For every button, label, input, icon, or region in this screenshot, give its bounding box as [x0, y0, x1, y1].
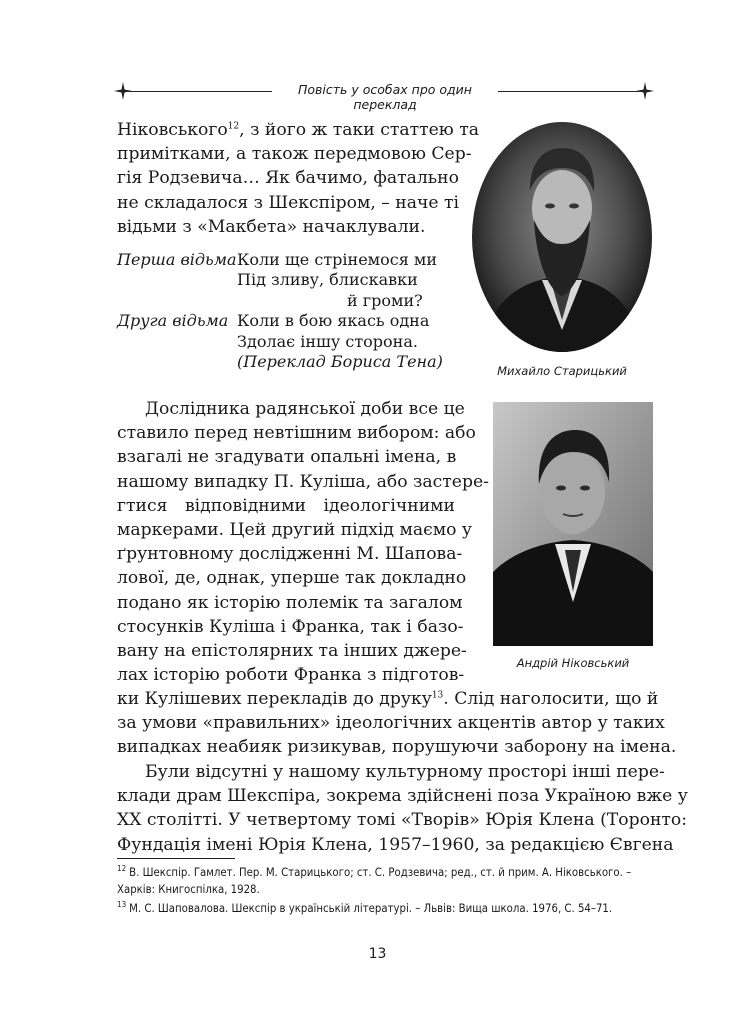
speaker-first-witch: Перша відьма	[117, 250, 237, 269]
header-rule-right	[498, 91, 644, 92]
running-title: Повість у особах про один переклад	[298, 82, 472, 112]
verse-line: Коли в бою якась одна	[237, 311, 430, 331]
text-line: стосунків Куліша і Франка, так і базо-	[117, 616, 464, 637]
text-line: Ніковського$^{12}$, з його ж таки статтею та	[117, 120, 479, 140]
last-paragraph	[117, 760, 688, 857]
text-line: лах історію роботи Франка з підготов-	[117, 665, 465, 686]
verse-line: Коли ще стрінемося ми	[237, 250, 437, 269]
text-line: Дослідника радянської доби все це	[145, 399, 465, 419]
portrait-nikovskyi	[493, 402, 653, 646]
text-line: маркерами. Цей другий підхід маємо у	[117, 519, 472, 540]
caption-photo2: Андрій Ніковський	[516, 656, 630, 670]
text-line: Фундація імені Юрія Клена, 1957–1960, за редакцією Євгена	[117, 834, 674, 855]
verse-line: й громи?	[347, 290, 423, 310]
text-line: за умови «правильних» ідеологічних акцентів автор у таких	[117, 713, 665, 734]
text-line: гія Родзевича… Як бачимо, фатально	[117, 168, 459, 189]
text-line: взагалі не згадувати опальні імена, в	[117, 447, 457, 468]
running-header	[112, 80, 654, 112]
text-line: не складалося з Шекспіром, – наче ті	[117, 192, 460, 213]
text-line: вану на епістолярних та інших джере-	[117, 640, 467, 661]
footnote-ref-13[interactable]: 13	[431, 690, 444, 701]
text-line: клади драм Шекспіра, зокрема здійснені поза Україною вже у	[117, 786, 688, 807]
caption-photo1: Михайло Старицький	[497, 364, 627, 378]
text-line: ки Кулішевих перекладів до друку$^{13}$. Слід наголосити, що й	[117, 689, 659, 709]
text-line: Були відсутні у нашому культурному просторі інші пере-	[145, 762, 665, 782]
text-line: гтися відповідними ідеологічними	[117, 495, 455, 516]
text-line: примітками, а також передмовою Сер-	[117, 144, 472, 165]
intro-paragraph	[117, 118, 479, 239]
footnote-rule	[117, 858, 235, 859]
text-line: ґрунтовному дослідженні М. Шапова-	[117, 544, 463, 565]
verse-line: Під зливу, блискавки	[237, 270, 418, 290]
text-line: випадках неабияк ризикував, порушуючи заборону на імена.	[117, 737, 677, 758]
main-paragraph-wide	[117, 687, 677, 760]
main-paragraph-narrow	[117, 397, 489, 687]
text-line: відьми з «Макбета» начаклували.	[117, 216, 426, 237]
text-line: лової, де, однак, уперше так докладно	[117, 568, 467, 589]
text-line: нашому випадку П. Куліша, або застере-	[117, 471, 489, 492]
translation-credit: (Переклад Бориса Тена)	[237, 351, 443, 371]
portrait-starytskyi	[470, 120, 654, 354]
text-line: подано як історію полемік та загалом	[117, 592, 463, 613]
text-line: XX столітті. У четвертому томі «Творів» Юрія Клена (Торонто:	[117, 810, 688, 831]
text-line: ставило перед невтішним вибором: або	[117, 423, 476, 444]
page-number: 13	[368, 946, 387, 962]
header-rule-left	[124, 91, 272, 92]
speaker-second-witch: Друга відьма	[117, 311, 229, 331]
footnote-12: $^{12}$ В. Шекспір. Гамлет. Пер. М. Старицького; ст. С. Родзевича; ред., ст. й прим. А. Ніковського. – Харків: Книгоспілка, 1928.	[117, 864, 632, 896]
footnote-13: $^{13}$ М. С. Шаповалова. Шекспір в українській літературі. – Львів: Вища школа. 1976, С. 54–71.	[117, 900, 613, 915]
verse-line: Здолає іншу сторона.	[237, 331, 418, 351]
verse-quote	[117, 250, 447, 372]
ornament-right-icon	[634, 80, 656, 102]
footnote-ref-12[interactable]: 12	[227, 121, 240, 132]
